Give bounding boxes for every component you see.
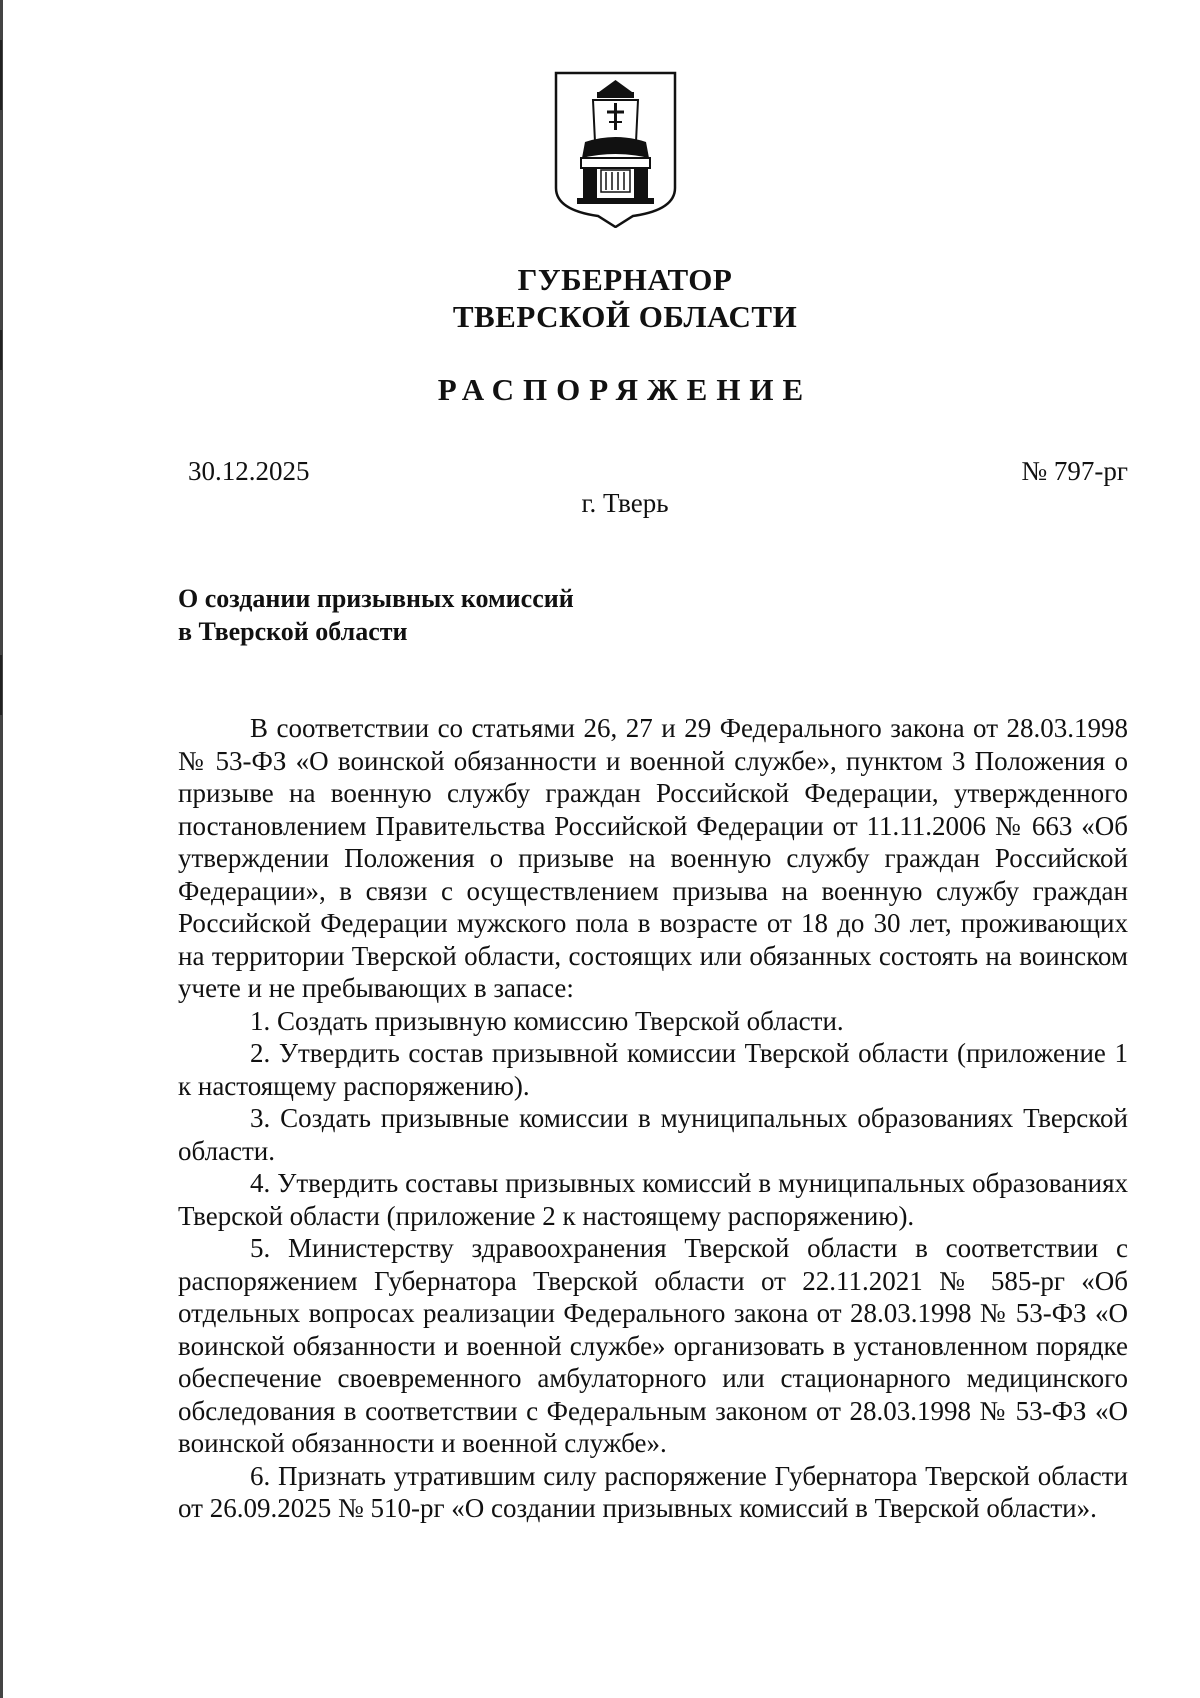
document-body (178, 712, 1128, 1525)
coat-of-arms-icon (553, 70, 678, 228)
list-item: 4. Утвердить составы призывных комиссий в муниципальных образованиях Тверской области (приложение 2 к настоящему распоряжению). (178, 1168, 1128, 1231)
document-type: РАСПОРЯЖЕНИЕ (437, 372, 813, 407)
scan-mark (0, 40, 2, 110)
scan-edge (0, 0, 3, 1698)
list-item: 5. Министерству здравоохранения Тверской области в соответствии с распоряжением Губернатора Тверской области от 22.11.2021 № 585-рг «Об отдельных вопросах реализации Федерального закона от 28.03.1998 № 53-ФЗ «О воинской обязанности и военной службе» организовать в установленном порядке обеспечение своевременного амбулаторного или стационарного медицинского обследования в соответствии с Федеральным законом от 28.03.1998 № 53-ФЗ «О воинской обязанности и военной службе». (178, 1233, 1128, 1458)
org-title-line2: ТВЕРСКОЙ ОБЛАСТИ (452, 299, 798, 334)
document-subject (178, 582, 574, 648)
preamble-paragraph: В соответствии со статьями 26, 27 и 29 Федерального закона от 28.03.1998 № 53-ФЗ «О воинской обязанности и военной службе», пунктом 3 Положения о призыве на военную службу граждан Российской Федерации, утвержденного постановлением Правительства Российской Федерации от 11.11.2006 № 663 «Об утверждении Положения о призыве на военную службу граждан Российской Федерации», в связи с осуществлением призыва на военную службу граждан Российской Федерации мужского пола в возрасте от 18 до 30 лет, проживающих на территории Тверской области, состоящих или обязанных состоять на воинском учете и не пребывающих в запасе: (178, 713, 1128, 1003)
subject-line: О создании призывных комиссий (178, 584, 574, 613)
scan-mark (0, 330, 2, 370)
list-item: 1. Создать призывную комиссию Тверской области. (250, 1005, 844, 1036)
list-item: 3. Создать призывные комиссии в муниципальных образованиях Тверской области. (178, 1103, 1128, 1166)
list-item: 6. Признать утратившим силу распоряжение Губернатора Тверской области от 26.09.2025 № 510-рг «О создании призывных комиссий в Тверской области». (178, 1460, 1128, 1523)
document-city: г. Тверь (581, 488, 669, 518)
scan-mark (0, 655, 2, 715)
subject-line: в Тверской области (178, 617, 408, 646)
document-date: 30.12.2025 (188, 456, 310, 486)
list-item: 2. Утвердить состав призывной комиссии Тверской области (приложение 1 к настоящему распоряжению). (178, 1038, 1128, 1101)
org-title-line1: ГУБЕРНАТОР (517, 262, 733, 297)
document-number: № 797-рг (1021, 456, 1128, 486)
